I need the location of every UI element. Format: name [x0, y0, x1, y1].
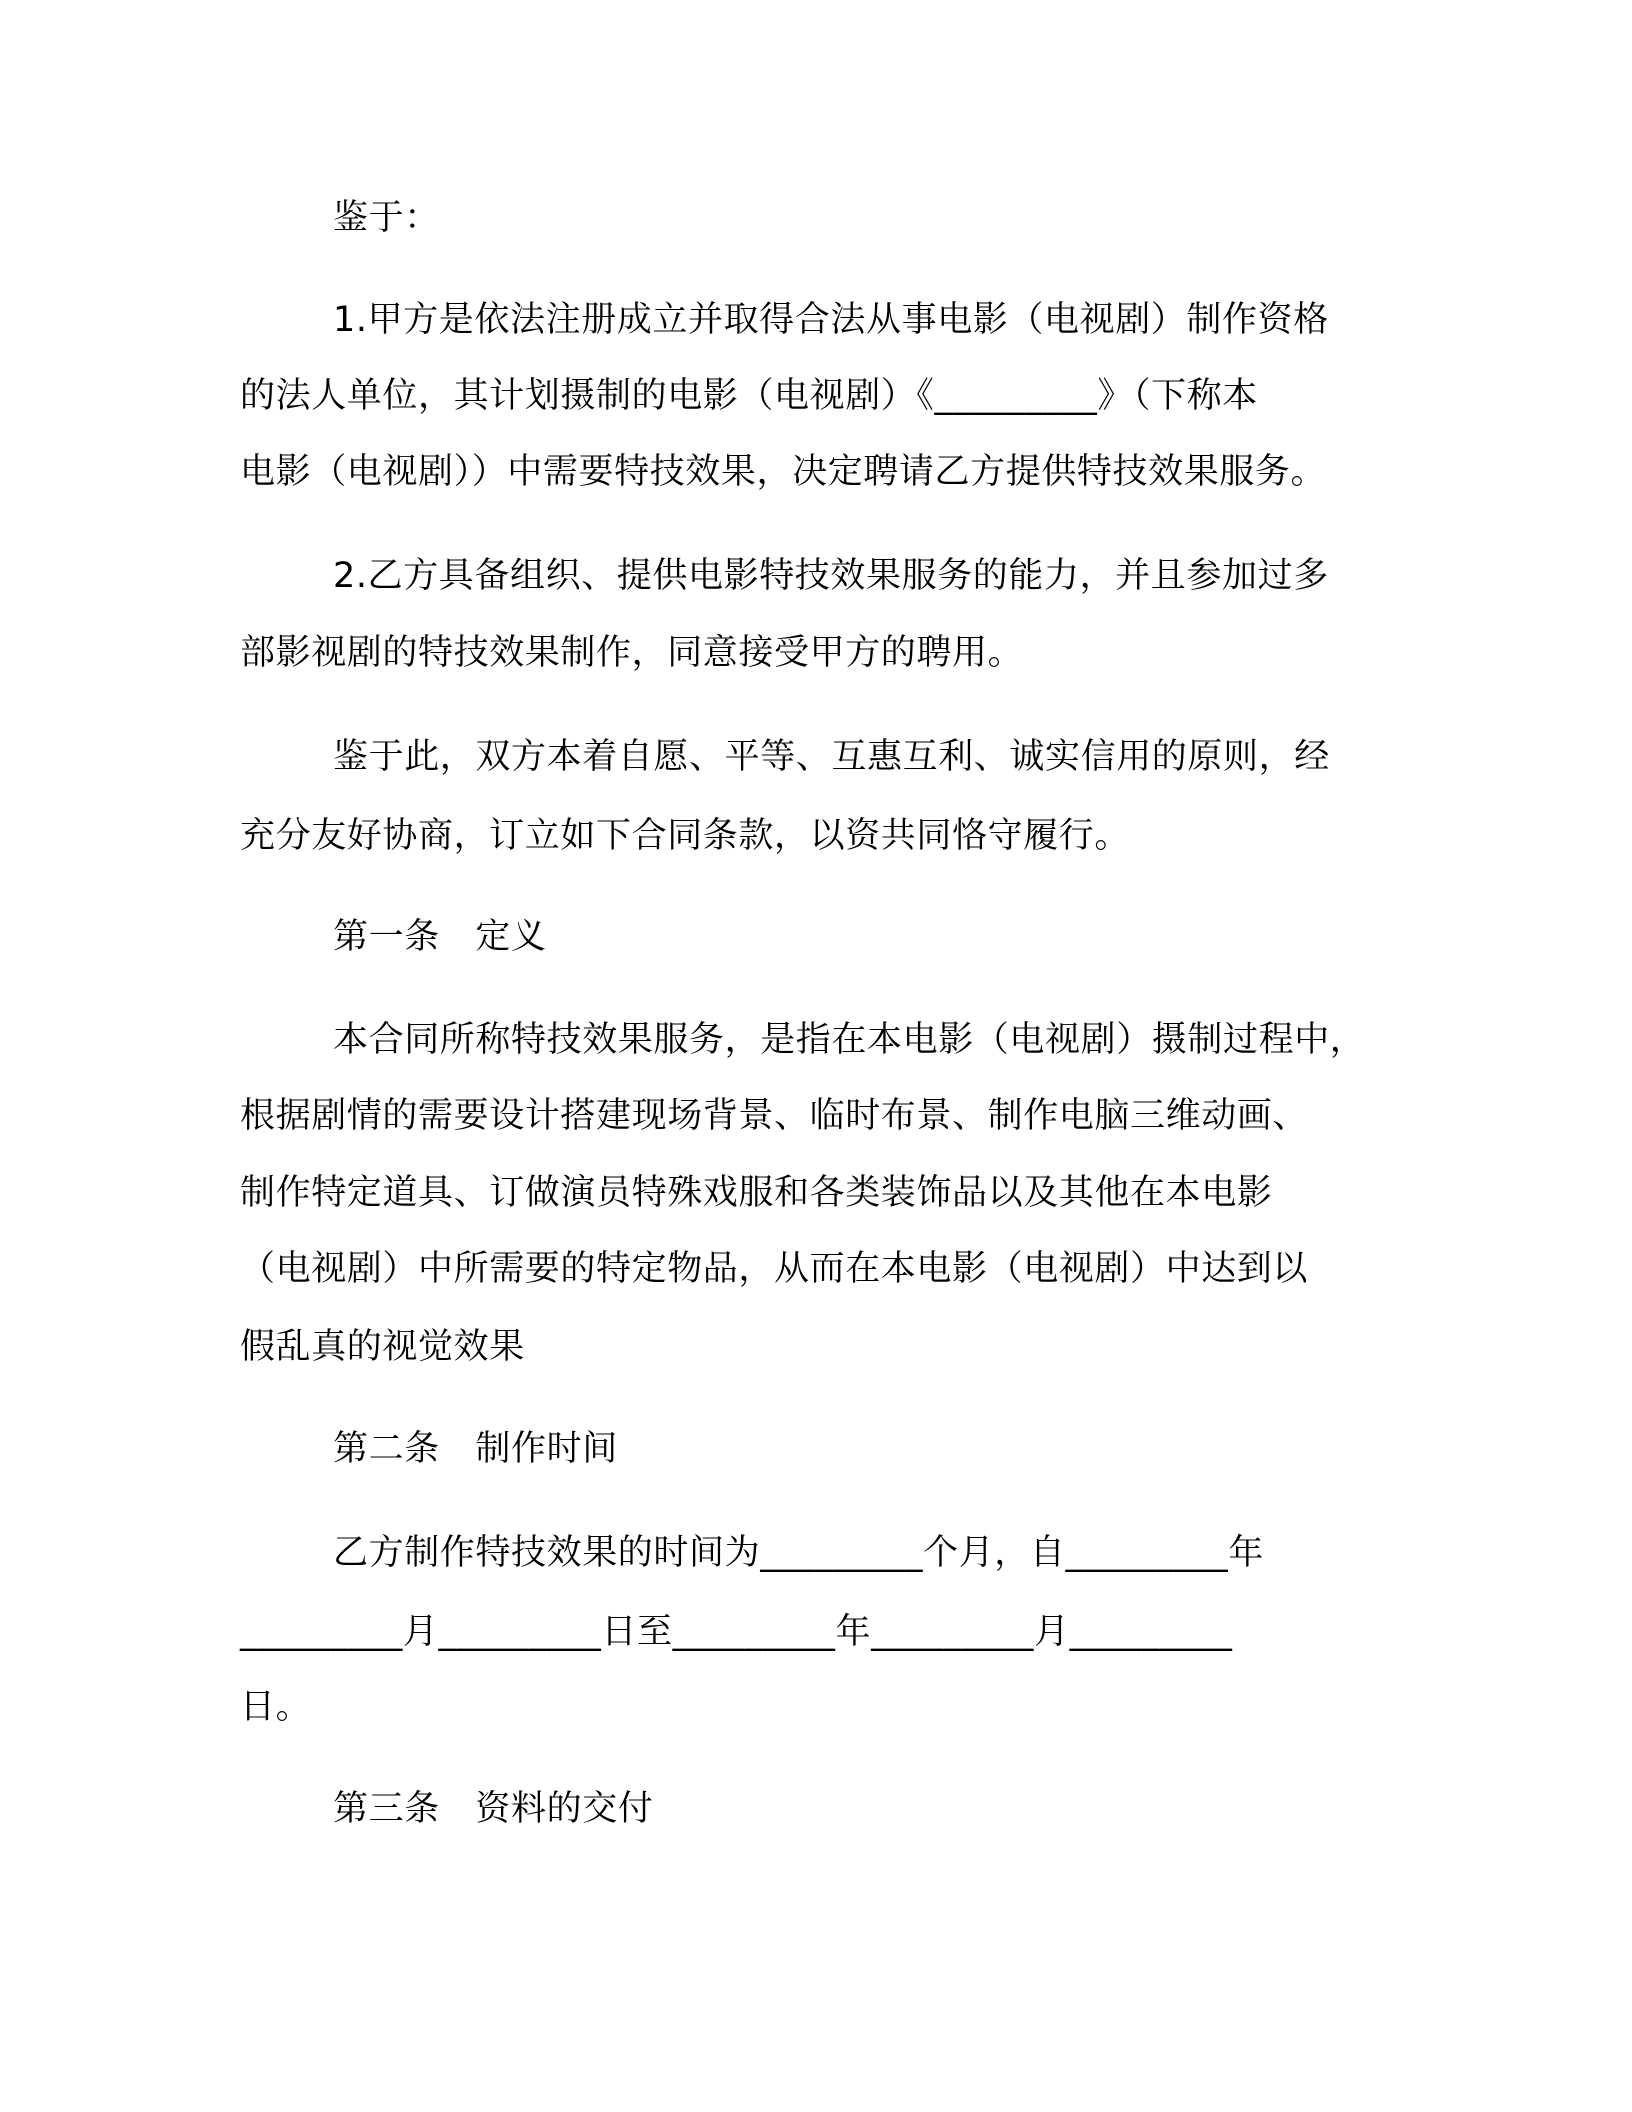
article-2-line-3: 日。: [240, 1687, 312, 1727]
article-1-line-5: 假乱真的视觉效果: [240, 1327, 525, 1367]
article-2-line-1: 乙方制作特技效果的时间为_________个月，自_________年: [333, 1533, 1265, 1573]
recital-1-line-2: 的法人单位，其计划摄制的电影（电视剧）《_________》（下称本: [240, 376, 1258, 416]
article-1-line-2: 根据剧情的需要设计搭建现场背景、临时布景、制作电脑三维动画、: [240, 1096, 1309, 1136]
article-2-heading: 第二条 制作时间: [333, 1429, 618, 1469]
preamble-heading: 鉴于：: [333, 198, 440, 238]
recital-2-line-2: 部影视剧的特技效果制作，同意接受甲方的聘用。: [240, 633, 1024, 673]
recital-1-line-1: 1.甲方是依法注册成立并取得合法从事电影（电视剧）制作资格: [333, 300, 1329, 340]
article-3-heading: 第三条 资料的交付: [333, 1789, 654, 1829]
agreement-line-2: 充分友好协商，订立如下合同条款，以资共同恪守履行。: [240, 816, 1131, 856]
article-1-heading: 第一条 定义: [333, 917, 547, 957]
recital-1-line-3: 电影（电视剧））中需要特技效果，决定聘请乙方提供特技效果服务。: [240, 452, 1327, 492]
article-1-line-3: 制作特定道具、订做演员特殊戏服和各类装饰品以及其他在本电影: [240, 1173, 1273, 1213]
article-1-line-1: 本合同所称特技效果服务，是指在本电影（电视剧）摄制过程中，: [333, 1020, 1366, 1060]
agreement-line-1: 鉴于此，双方本着自愿、平等、互惠互利、诚实信用的原则，经: [333, 737, 1330, 777]
recital-2-line-1: 2.乙方具备组织、提供电影特技效果服务的能力，并且参加过多: [333, 556, 1329, 596]
article-2-line-2: _________月_________日至_________年_________月_________: [240, 1612, 1233, 1652]
article-1-line-4: （电视剧）中所需要的特定物品，从而在本电影（电视剧）中达到以: [240, 1249, 1309, 1289]
